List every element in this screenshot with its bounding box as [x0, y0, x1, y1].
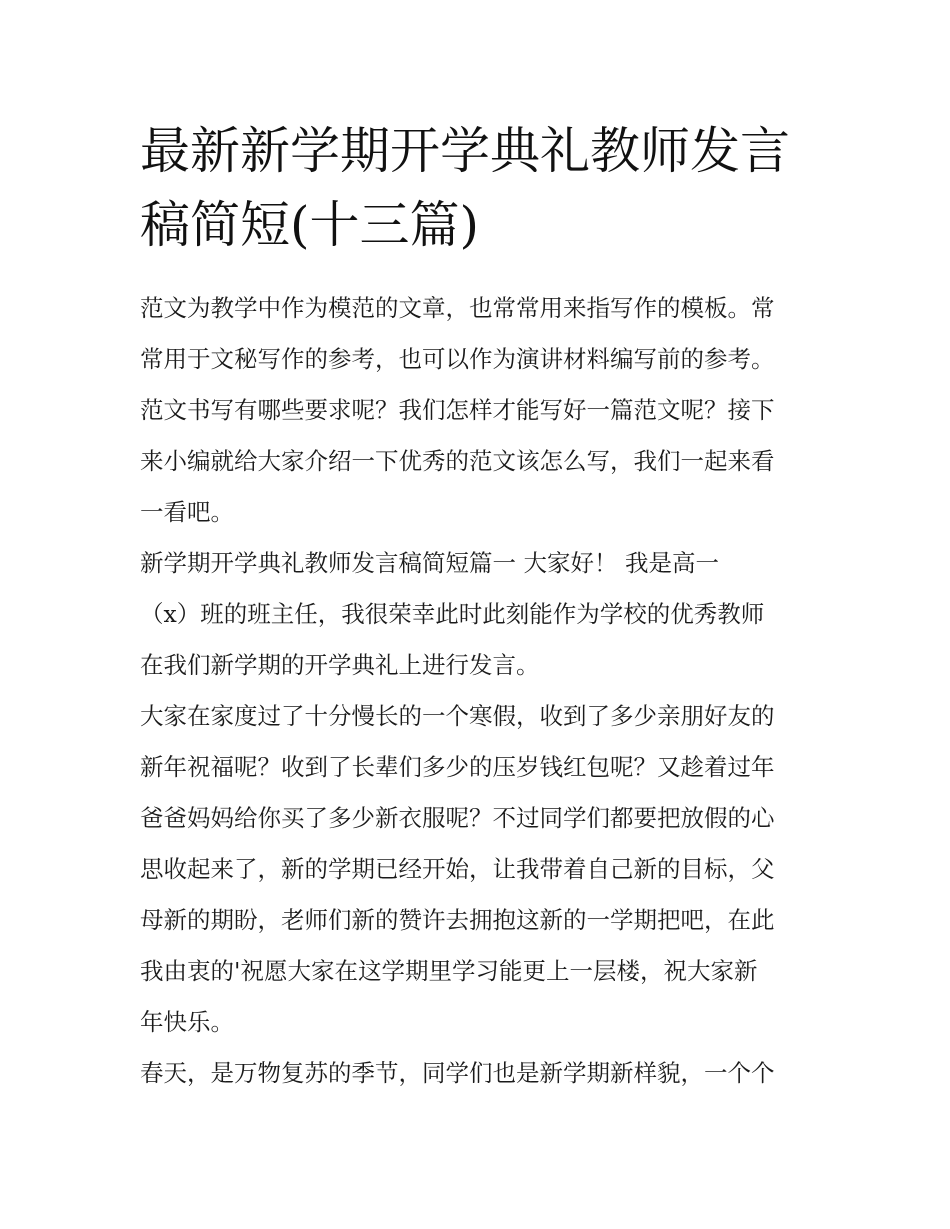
text-line: 来小编就给大家介绍一下优秀的范文该怎么写，我们一起来看	[140, 447, 775, 475]
text-line: 我由衷的'祝愿大家在这学期里学习能更上一层楼，祝大家新	[140, 957, 758, 985]
text-line: 爸爸妈妈给你买了多少新衣服呢？不过同学们都要把放假的心	[140, 804, 775, 832]
text-line: 范文书写有哪些要求呢？我们怎样才能写好一篇范文呢？接下	[140, 396, 775, 424]
paragraph-winter-break	[140, 691, 816, 1048]
text-line: 年快乐。	[140, 1008, 234, 1036]
text-line: 范文为教学中作为模范的文章，也常常用来指写作的模板。常	[140, 294, 775, 322]
text-line: 思收起来了，新的学期已经开始，让我带着自己新的目标，父	[140, 855, 775, 883]
text-line: 常用于文秘写作的参考，也可以作为演讲材料编写前的参考。	[140, 345, 775, 373]
text-line: 大家在家度过了十分慢长的一个寒假，收到了多少亲朋好友的	[140, 702, 775, 730]
paragraph-intro	[140, 283, 816, 538]
document-title	[140, 114, 820, 262]
paragraph-greeting	[140, 538, 816, 691]
document-body	[140, 283, 816, 1099]
text-line: 在我们新学期的开学典礼上进行发言。	[140, 651, 540, 679]
title-line: 稿简短(十三篇)	[140, 196, 480, 254]
text-line: 一看吧。	[140, 498, 234, 526]
title-line: 最新新学期开学典礼教师发言	[140, 122, 790, 180]
paragraph-spring	[140, 1048, 816, 1099]
text-line: 新年祝福呢？收到了长辈们多少的压岁钱红包呢？又趁着过年	[140, 753, 775, 781]
text-line: 春天，是万物复苏的季节，同学们也是新学期新样貌，一个个	[140, 1059, 775, 1087]
text-line: （x）班的班主任，我很荣幸此时此刻能作为学校的优秀教师	[140, 600, 765, 628]
text-line: 母新的期盼，老师们新的赞许去拥抱这新的一学期把吧，在此	[140, 906, 775, 934]
text-line: 新学期开学典礼教师发言稿简短篇一 大家好！ 我是高一	[140, 549, 719, 577]
